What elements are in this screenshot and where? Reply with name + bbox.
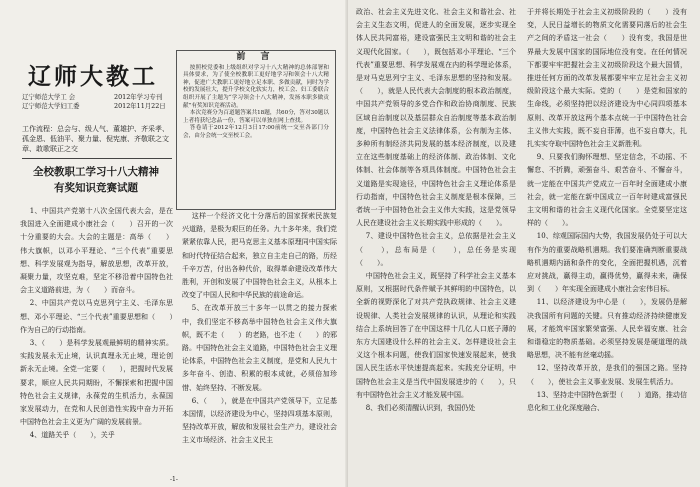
question-text: 10、综观国际国内大势，我国发展仍处于可以大有作为的重要战略机遇期。我们要准确判断重要战略机遇期内涵和条件的变化，全面把握机遇，沉着应对挑战，赢得主动，赢得优势，赢得未来，确保到（ ）年实现全面建成小康社会宏伟目标。 <box>527 232 687 294</box>
column-3 <box>356 6 516 415</box>
foreword-paragraph: 按照校党委和上级组织对学习十八大精神的总体部署和具体要求，为了使全校教职工更好地学习和领会十八大精神，促进广大教职工更好地立足本职、多做贡献，同时为学校的发展壮大，提升学校文化软实力，校工会、妇工委联合组织开展了主题为“学习领会十八大精神，发扬本职多做贡献”有奖知识竞赛活动。 <box>183 64 329 109</box>
question-text: 11、以经济建设为中心是（ ），发展仍是解决我国所有问题的关键。只有推动经济持续健康发展，才能筑牢国家繁荣富强、人民幸福安康、社会和谐稳定的物质基础。必须坚持发展是硬道理的战略思想，决不能有丝毫动摇。 <box>527 298 687 360</box>
column-2 <box>182 210 337 448</box>
question-text: 5、在改革开放三十多年一以贯之的接力探索中，我们坚定不移高举中国特色社会主义伟大旗帜，既不走（ ）的老路，也不走（ ）的邪路。中国特色社会主义道路，中国特色社会主义理论体系，中国特色社会主义制度，是党和人民九十多年奋斗、创造、积累的根本成就，必须倍加珍惜、始终坚持、不断发展。 <box>182 304 337 392</box>
issue-line-2: 2012年11月22日 <box>114 102 166 110</box>
headline-line-2: 有奖知识竞赛试题 <box>54 182 138 194</box>
publisher-line-2: 辽宁师范大学妇工委 <box>22 102 80 110</box>
editorial-staff: 工作流程：总会与、级人气、董雄护、齐采孝、孤金恩、低油平、聚力量、倪宪康、齐敬联之文章、敢歌联正之交 <box>22 125 169 153</box>
question-text: 9、只要我们胸怀理想、坚定信念，不动摇、不懈怠、不折腾，顽强奋斗、艰苦奋斗、不懈奋斗，就一定能在中国共产党成立一百年时全面建成小康社会，就一定能在新中国成立一百年时建成富强民主文明和谐的社会主义现代化国家。全党要坚定这样的（ ）。 <box>527 153 687 228</box>
question-text: 4、道路关乎（ ），关乎 <box>29 431 115 440</box>
question-text: 于并将长期处于社会主义初级阶段的（ ）没有变，人民日益增长的物质文化需要同落后的社会生产之间的矛盾这一社会（ ）没有变，我国是世界最大发展中国家的国际地位没有变。在任何情况下都要牢牢把握社会主义初级阶段这个最大国情，推进任何方面的改革发展都要牢牢立足社会主义初级阶段这个最大实际。党的（ ）是党和国家的生命线，必须坚持把以经济建设为中心同四项基本原则、改革开放这两个基本点统一于中国特色社会主义伟大实践，既不妄自菲薄，也不妄自尊大，扎扎实实夺取中国特色社会主义新胜利。 <box>527 8 687 149</box>
question-text: 2、中国共产党以马克思列宁主义、毛泽东思想、邓小平理论、“三个代表”重要思想和（ ）作为自己的行动指南。 <box>20 299 173 334</box>
issue-line-1: 2012年学习专刊 <box>114 93 163 101</box>
question-text: 3、（ ）是科学发展观最鲜明的精神实质。实践发展永无止境，认识真理永无止境，理论创新永无止境。全党一定要（ ），把握时代发展要求，顺应人民共同期盼，不懈探索和把握中国特色社会主义规律，永葆党的生机活力，永葆国家发展动力，在党和人民创造性实践中奋力开拓中国特色社会主义更为广阔的发展前景。 <box>20 339 173 427</box>
question-text: 这样一个经济文化十分落后的国家探索民族复兴道路，是极为艰巨的任务。九十多年来，我们党紧紧依靠人民，把马克思主义基本原理同中国实际和时代特征结合起来，独立自主走自己的路，历经千辛万苦，付出各种代价，取得革命建设改革伟大胜利，开创和发展了中国特色社会主义，从根本上改变了中国人民和中华民族的前途命运。 <box>182 212 337 300</box>
left-page <box>0 0 348 487</box>
question-text: 政治、社会主义先进文化、社会主义和谐社会、社会主义生态文明，促进人的全面发展，逐步实现全体人民共同富裕，建设富强民主文明和谐的社会主义现代化国家。（ ），既包括邓小平理论、“三个代表”重要思想、科学发展观在内的科学理论体系，是对马克思列宁主义、毛泽东思想的坚持和发展。（ ），就是人民代表大会制度的根本政治制度，中国共产党领导的多党合作和政治协商制度、民族区域自治制度以及基层群众自治制度等基本政治制度，中国特色社会主义法律体系，公有制为主体、多种所有制经济共同发展的基本经济制度，以及建立在这些制度基础上的经济体制、政治体制、文化体制、社会体制等各项具体制度。中国特色社会主义道路是实现途径，中国特色社会主义理论体系是行动指南，中国特色社会主义制度是根本保障，三者统一于中国特色社会主义伟大实践，这是党领导人民在建设社会主义长期实践中形成的（ ）。 <box>356 8 516 228</box>
foreword-box <box>176 50 336 210</box>
divider <box>22 158 172 159</box>
question-text: 13、坚持走中国特色新型（ ）道路，推动信息化和工业化深度融合、 <box>527 390 687 413</box>
column-4 <box>527 6 687 415</box>
page-number: -1- <box>170 476 178 483</box>
foreword-heading: 前 言 <box>236 52 276 62</box>
foreword-paragraph: 答卷请于2012年12月3日17:00前统一交至各部门分会，由分会统一交至校工会。 <box>183 125 329 139</box>
column-1 <box>20 205 173 443</box>
question-text: 中国特色社会主义，既坚持了科学社会主义基本原则，又根据时代条件赋予其鲜明的中国特色，以全新的视野深化了对共产党执政规律、社会主义建设规律、人类社会发展规律的认识，从理论和实践结合上系统回答了在中国这样十几亿人口底子薄的东方大国建设什么样的社会主义、怎样建设社会主义这个根本问题，使我们国家快速发展起来，使我国人民生活水平快速提高起来。实践充分证明，中国特色社会主义是当代中国发展进步的（ ），只有中国特色社会主义才能发展中国。 <box>356 272 516 399</box>
question-text: 6、（ ），就是在中国共产党领导下，立足基本国情，以经济建设为中心，坚持四项基本原则，坚持改革开放，解放和发展社会生产力，建设社会主义市场经济、社会主义民主 <box>182 396 337 445</box>
question-text: 1、中国共产党第十八次全国代表大会，是在我国进入全面建成小康社会（ ）召开的一次十分重要的大会。大会的主题是：高举（ ）伟大旗帜，以邓小平理论、“三个代表”重要思想、科学发展观为指导，解放思想，改革开放，凝聚力量，攻坚克难，坚定不移沿着中国特色社会主义道路前进，为（ ）而奋斗。 <box>20 207 173 295</box>
quiz-headline <box>20 164 172 196</box>
question-text: 8、我们必须清醒认识到，我国仍处 <box>365 404 476 413</box>
foreword-paragraph: 本次竞赛分为百道题答案共18题，共60分，答对30题以上者将获纪念品一份，答案可以单独在网上查找。 <box>183 110 329 124</box>
headline-line-1: 全校教职工学习十八大精神 <box>33 166 159 178</box>
masthead-meta <box>22 93 166 111</box>
masthead-title: 辽师大教工 <box>28 64 158 90</box>
question-text: 12、坚持改革开放，是我们的强国之路。坚持（ ），使社会主义事业发展、发展生机活力。 <box>527 364 687 386</box>
question-text: 7、建设中国特色社会主义，总依据是社会主义（ ），总布局是（ ），总任务是实现（ ）。 <box>356 232 516 267</box>
publisher-line-1: 辽宁师范大学工 会 <box>22 93 76 101</box>
